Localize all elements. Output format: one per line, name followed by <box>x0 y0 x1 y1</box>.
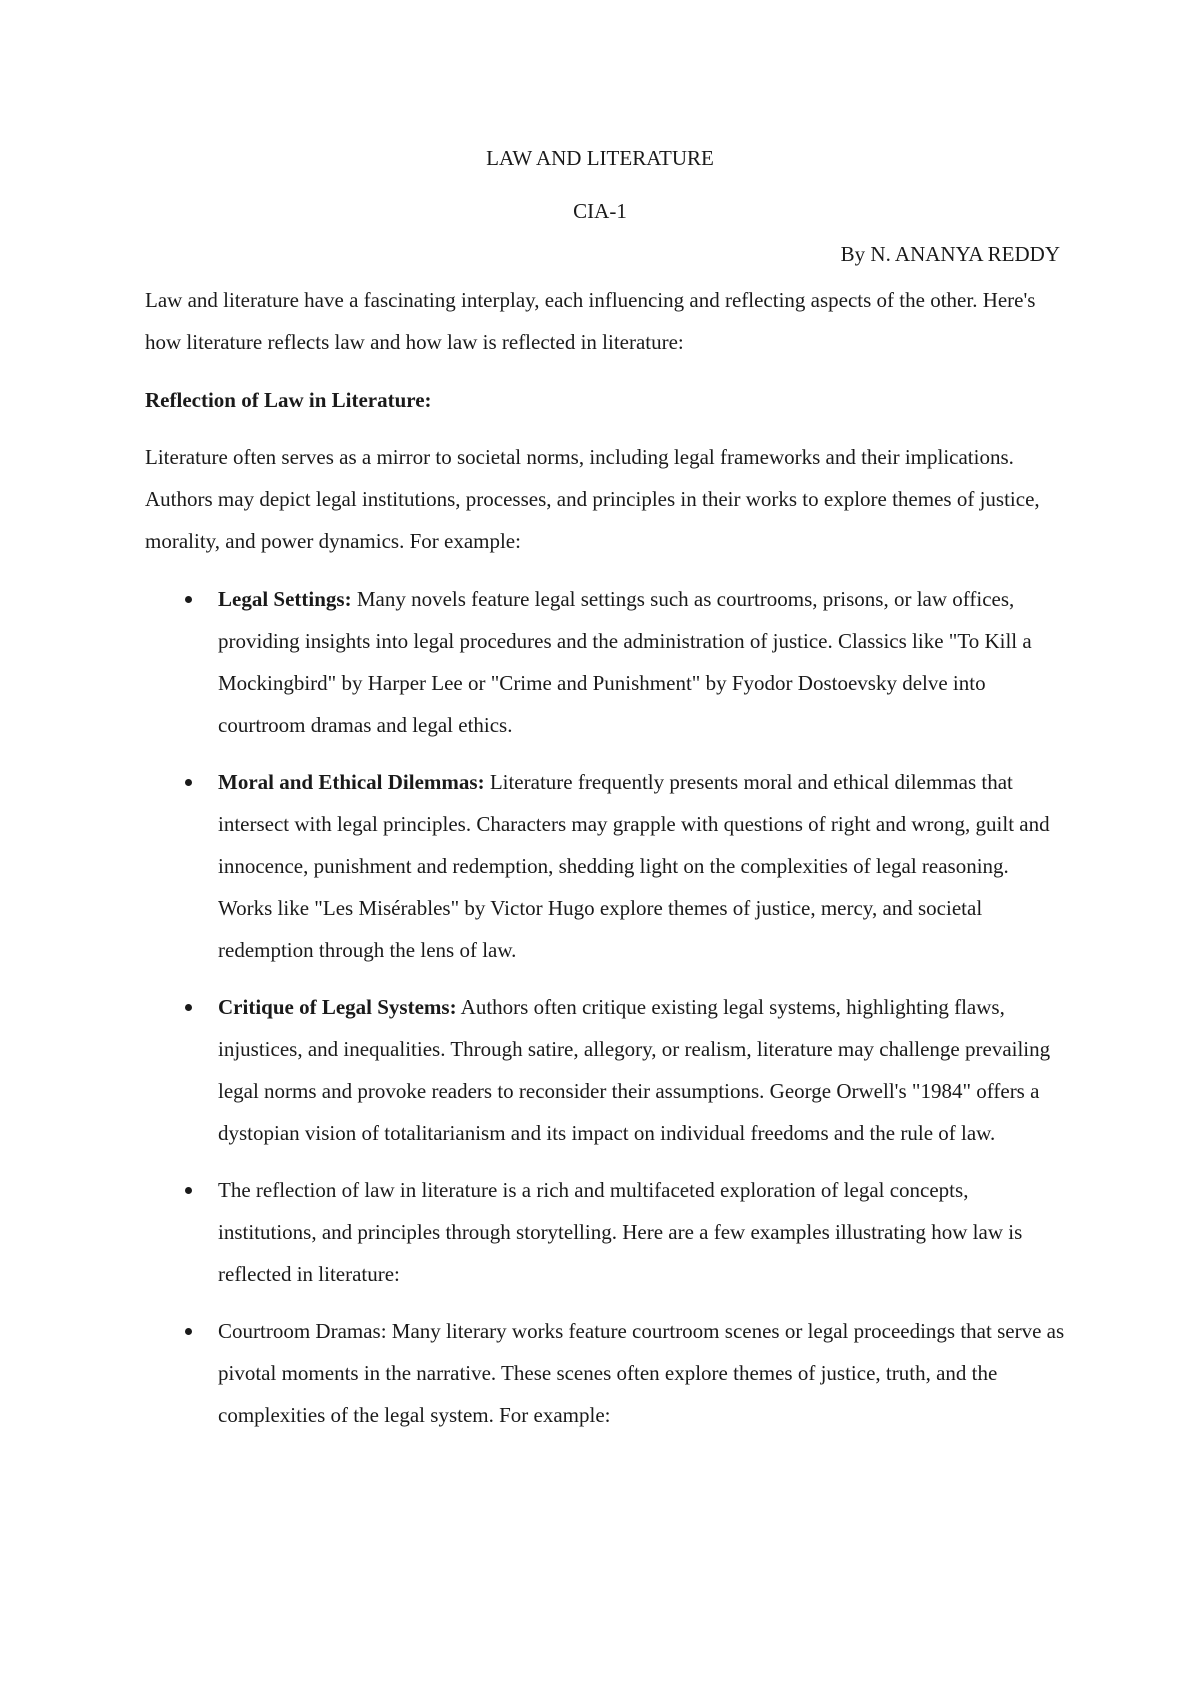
bullet-text: Courtroom Dramas: Many literary works feature courtroom scenes or legal proceedings that serve as pivotal moments in the narrative. These scenes often explore themes of justice, truth, and the complexities of the legal system. For example: <box>218 1319 1065 1427</box>
bullet-icon <box>185 779 192 786</box>
bullet-icon <box>185 1328 192 1335</box>
bullet-text: Many novels feature legal settings such as courtrooms, prisons, or law offices, providing insights into legal procedures and the administration of justice. Classics like "To Kill a Mockingbird" by Harper Lee or "Crime and Punishment" by Fyodor Dostoevsky delve into courtroom dramas and legal ethics. <box>218 587 1032 737</box>
list-item <box>145 986 1065 1154</box>
document-title: LAW AND LITERATURE <box>486 146 714 170</box>
bullet-icon <box>185 1187 192 1194</box>
bullet-text: Literature frequently presents moral and ethical dilemmas that intersect with legal principles. Characters may grapple with questions of right and wrong, guilt and innocence, punishment and redemption, shedding light on the complexities of legal reasoning. Works like "Les Misérables" by Victor Hugo explore themes of justice, mercy, and societal redemption through the lens of law. <box>218 770 1050 962</box>
list-item <box>145 1169 1065 1295</box>
bullet-term: Legal Settings: <box>218 587 352 611</box>
bullet-text: Authors often critique existing legal systems, highlighting flaws, injustices, and inequalities. Through satire, allegory, or realism, literature may challenge prevailing legal norms and provoke readers to reconsider their assumptions. George Orwell's "1984" offers a dystopian vision of totalitarianism and its impact on individual freedoms and the rule of law. <box>218 995 1051 1145</box>
document-subtitle: CIA-1 <box>573 199 627 223</box>
bullet-icon <box>185 1004 192 1011</box>
bullet-term: Moral and Ethical Dilemmas: <box>218 770 485 794</box>
intro-paragraph: Law and literature have a fascinating interplay, each influencing and reflecting aspects of the other. Here's how literature reflects law and how law is reflected in literature: <box>145 288 1036 354</box>
section-paragraph: Literature often serves as a mirror to societal norms, including legal frameworks and their implications. Authors may depict legal institutions, processes, and principles in their works to explore themes of justice, morality, and power dynamics. For example: <box>145 445 1040 553</box>
bullet-list <box>145 578 1065 1451</box>
list-item <box>145 761 1065 971</box>
list-item <box>145 578 1065 746</box>
bullet-icon <box>185 596 192 603</box>
bullet-term: Critique of Legal Systems: <box>218 995 457 1019</box>
bullet-text: The reflection of law in literature is a rich and multifaceted exploration of legal concepts, institutions, and principles through storytelling. Here are a few examples illustrating how law is reflected in literature: <box>218 1178 1023 1286</box>
list-item <box>145 1310 1065 1436</box>
section-heading: Reflection of Law in Literature: <box>145 388 432 412</box>
document-author: By N. ANANYA REDDY <box>840 242 1060 266</box>
